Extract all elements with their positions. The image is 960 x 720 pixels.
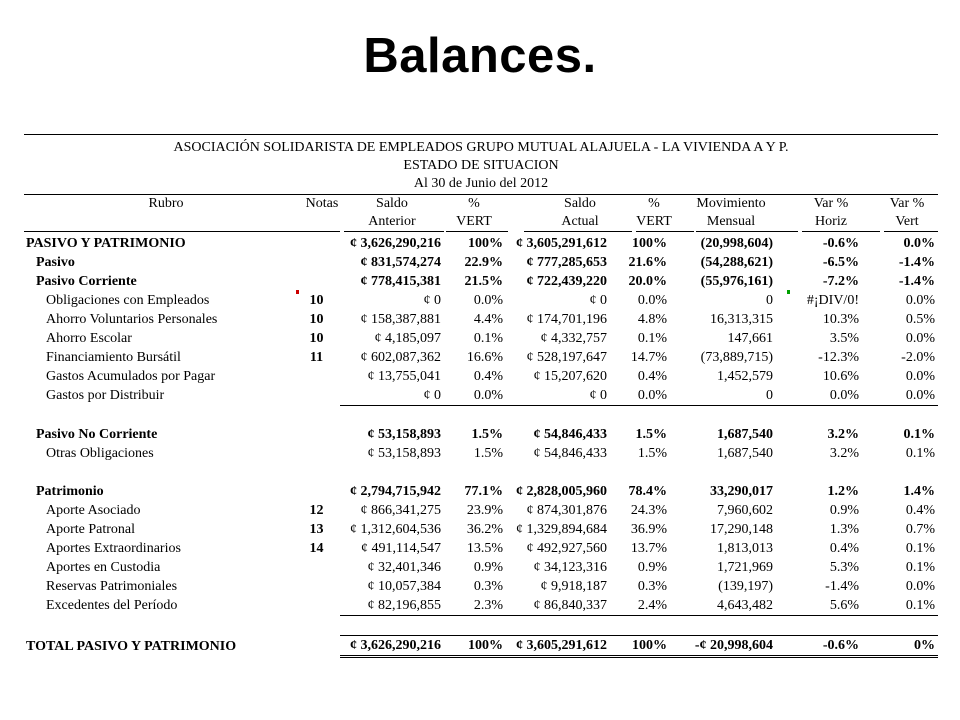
cell-varv: -1.4% [898, 274, 935, 289]
cell-vert2: 0.3% [637, 579, 667, 594]
cell-vert1: 100% [468, 236, 503, 251]
col-var-horiz: Var % Horiz [813, 196, 849, 229]
statement-date: Al 30 de Junio del 2012 [413, 176, 549, 191]
cell-varv: 0.1% [862, 596, 938, 616]
header-rule [446, 231, 508, 232]
cell-vert1: 0.1% [473, 331, 503, 346]
col-movimiento: Movimiento Mensual [696, 196, 766, 229]
cell-notas [296, 596, 340, 616]
cell-rubro: Aporte Patronal [46, 522, 136, 537]
top-rule [24, 134, 938, 135]
cell-mov: 16,313,315 [710, 312, 773, 327]
cell-vert1: 4.4% [473, 312, 503, 327]
cell-rubro: Otras Obligaciones [46, 446, 154, 461]
cell-varh: #¡DIV/0! [806, 293, 859, 308]
cell-vert2: 1.5% [637, 446, 667, 461]
header-rule [696, 231, 798, 232]
table-row [24, 386, 938, 406]
cell-saldo-act: ¢ 874,301,876 [526, 503, 607, 518]
cell-saldo-act: ¢ 9,918,187 [540, 579, 607, 594]
cell-vert1: 36.2% [466, 522, 503, 537]
cell-notas [296, 444, 340, 463]
cell-vert1: 22.9% [464, 255, 503, 270]
cell-vert2: 0.0% [610, 386, 670, 406]
cell-rubro: Ahorro Voluntarios Personales [46, 312, 218, 327]
cell-notas: 10 [309, 293, 324, 308]
cell-vert2: 20.0% [628, 274, 667, 289]
cell-vert1: 0.9% [473, 560, 503, 575]
cell-saldo-ant: ¢ 491,114,547 [361, 541, 441, 556]
cell-notas: 12 [309, 503, 324, 518]
cell-varh: 3.5% [829, 331, 859, 346]
cell-varh: 0.9% [829, 503, 859, 518]
cell-saldo-act: ¢ 54,846,433 [533, 446, 607, 461]
cell-saldo-ant: ¢ 4,185,097 [374, 331, 441, 346]
table-row [24, 367, 938, 386]
cell-varh: -0.6% [822, 236, 859, 251]
cell-vert1: 0.3% [473, 579, 503, 594]
cell-vert2: 0.9% [637, 560, 667, 575]
cell-saldo-act: ¢ 4,332,757 [540, 331, 607, 346]
cell-varv: 0.1% [905, 541, 935, 556]
slide-title: Balances. [363, 29, 597, 83]
cell-notas: 10 [309, 331, 324, 346]
header-rule [24, 231, 340, 232]
cell-varv: -1.4% [898, 255, 935, 270]
cell-notas [296, 482, 340, 501]
cell-mov: (54,288,621) [700, 255, 773, 270]
cell-varh: -0.6% [776, 636, 862, 657]
cell-notas [296, 234, 340, 253]
cell-varh: 3.2% [829, 446, 859, 461]
cell-mov: 1,452,579 [717, 369, 773, 384]
cell-mov: (139,197) [718, 579, 773, 594]
cell-saldo-act: ¢ 2,828,005,960 [516, 484, 607, 499]
cell-saldo-act: ¢ 3,605,291,612 [516, 236, 607, 251]
cell-rubro: Reservas Patrimoniales [46, 579, 178, 594]
cell-rubro: Excedentes del Período [46, 598, 178, 614]
col-saldo-actual: Saldo Actual [561, 196, 599, 229]
cell-vert2: 100% [632, 236, 667, 251]
cell-saldo-act: ¢ 15,207,620 [533, 369, 607, 384]
cell-saldo-ant: ¢ 0 [340, 386, 444, 406]
cell-vert2: 1.5% [635, 427, 667, 442]
cell-notas [296, 425, 340, 444]
table-row [24, 558, 938, 577]
cell-saldo-ant: ¢ 158,387,881 [360, 312, 441, 327]
cell-saldo-ant: ¢ 831,574,274 [360, 255, 441, 270]
cell-saldo-act: ¢ 174,701,196 [526, 312, 607, 327]
cell-varh: -1.4% [825, 579, 859, 594]
cell-mov: 33,290,017 [710, 484, 773, 499]
table-row [24, 577, 938, 596]
cell-saldo-act: ¢ 3,605,291,612 [506, 636, 610, 657]
cell-saldo-act: ¢ 0 [506, 386, 610, 406]
col-rubro: Rubro [148, 196, 184, 211]
cell-vert2: 0.4% [637, 369, 667, 384]
table-row [24, 596, 938, 616]
cell-rubro: Aportes en Custodia [46, 560, 161, 575]
red-comment-marker [296, 290, 299, 294]
cell-saldo-act: ¢ 528,197,647 [526, 350, 607, 365]
table-row [24, 253, 938, 272]
cell-vert2: 24.3% [630, 503, 667, 518]
cell-saldo-act: ¢ 34,123,316 [533, 560, 607, 575]
balance-table [24, 234, 938, 658]
cell-mov: (55,976,161) [700, 274, 773, 289]
cell-vert1: 13.5% [466, 541, 503, 556]
cell-mov: (73,889,715) [700, 350, 773, 365]
cell-rubro: Gastos Acumulados por Pagar [46, 369, 216, 384]
cell-vert1: 0.0% [444, 386, 506, 406]
cell-vert1: 21.5% [464, 274, 503, 289]
cell-rubro: Aporte Asociado [46, 503, 141, 518]
col-notas: Notas [305, 196, 339, 211]
cell-varv: 1.4% [903, 484, 935, 499]
cell-varv: 0.0% [903, 236, 935, 251]
table-row [24, 329, 938, 348]
cell-vert1: 100% [444, 636, 506, 657]
spacer-row [24, 406, 938, 426]
cell-varh: -6.5% [822, 255, 859, 270]
cell-varh: 5.6% [776, 596, 862, 616]
cell-vert2: 14.7% [630, 350, 667, 365]
statement-title: ESTADO DE SITUACION [403, 158, 559, 173]
cell-mov: 1,813,013 [717, 541, 773, 556]
cell-varv: 0.0% [862, 386, 938, 406]
cell-vert2: 0.0% [637, 293, 667, 308]
cell-vert2: 13.7% [630, 541, 667, 556]
cell-vert2: 21.6% [628, 255, 667, 270]
cell-rubro: Ahorro Escolar [46, 331, 132, 346]
table-row [24, 520, 938, 539]
cell-mov: 0 [766, 293, 773, 308]
table-row [24, 444, 938, 463]
cell-saldo-ant: ¢ 3,626,290,216 [340, 636, 444, 657]
green-error-marker [787, 290, 790, 294]
cell-vert2: 100% [610, 636, 670, 657]
cell-saldo-ant: ¢ 0 [423, 293, 441, 308]
cell-varh: 10.6% [822, 369, 859, 384]
cell-varh: 0.4% [829, 541, 859, 556]
org-name: ASOCIACIÓN SOLIDARISTA DE EMPLEADOS GRUPO MUTUAL ALAJUELA - LA VIVIENDA A Y P. [173, 140, 789, 155]
cell-rubro: PASIVO Y PATRIMONIO [26, 236, 186, 251]
col-vert-anterior: % VERT [456, 196, 492, 229]
cell-rubro: Pasivo No Corriente [36, 427, 158, 442]
cell-notas [296, 636, 340, 657]
total-row [24, 636, 938, 657]
cell-saldo-ant: ¢ 1,312,604,536 [350, 522, 441, 537]
cell-varv: 0.1% [903, 427, 935, 442]
cell-varv: -2.0% [901, 350, 935, 365]
cell-varv: 0.1% [905, 446, 935, 461]
cell-rubro: Obligaciones con Empleados [46, 293, 210, 308]
cell-varv: 0.0% [905, 331, 935, 346]
cell-varh: 0.0% [776, 386, 862, 406]
table-row [24, 501, 938, 520]
cell-rubro: Aportes Extraordinarios [46, 541, 181, 556]
cell-saldo-act: ¢ 492,927,560 [526, 541, 607, 556]
spacer-row [24, 616, 938, 636]
cell-saldo-ant: ¢ 10,057,384 [367, 579, 441, 594]
cell-mov: 1,687,540 [717, 427, 773, 442]
cell-mov: 147,661 [727, 331, 773, 346]
cell-varh: -12.3% [818, 350, 859, 365]
header-rule [524, 231, 632, 232]
cell-vert1: 0.0% [473, 293, 503, 308]
cell-varh: -7.2% [822, 274, 859, 289]
cell-mov: 1,687,540 [717, 446, 773, 461]
cell-mov: 0 [670, 386, 776, 406]
table-row [24, 272, 938, 291]
header-rule [636, 231, 694, 232]
cell-saldo-ant: ¢ 778,415,381 [360, 274, 441, 289]
cell-vert1: 23.9% [466, 503, 503, 518]
col-var-vert: Var % Vert [889, 196, 925, 229]
cell-saldo-ant: ¢ 866,341,275 [360, 503, 441, 518]
cell-varh: 3.2% [827, 427, 859, 442]
cell-vert2: 2.4% [610, 596, 670, 616]
cell-notas [296, 577, 340, 596]
cell-saldo-ant: ¢ 13,755,041 [367, 369, 441, 384]
cell-varv: 0.4% [905, 503, 935, 518]
cell-varh: 1.3% [829, 522, 859, 537]
cell-saldo-ant: ¢ 53,158,893 [367, 446, 441, 461]
cell-notas: 11 [309, 350, 324, 365]
cell-saldo-act: ¢ 722,439,220 [526, 274, 607, 289]
cell-varh: 5.3% [829, 560, 859, 575]
cell-rubro: TOTAL PASIVO Y PATRIMONIO [26, 638, 237, 654]
table-row [24, 291, 938, 310]
cell-notas: 14 [309, 541, 324, 556]
cell-mov: (20,998,604) [700, 236, 773, 251]
cell-varh: 1.2% [827, 484, 859, 499]
cell-saldo-ant: ¢ 32,401,346 [367, 560, 441, 575]
cell-saldo-act: ¢ 86,840,337 [506, 596, 610, 616]
cell-varv: 0% [862, 636, 938, 657]
cell-rubro: Patrimonio [36, 484, 104, 499]
cell-varv: 0.0% [905, 369, 935, 384]
cell-saldo-ant: ¢ 2,794,715,942 [350, 484, 441, 499]
cell-rubro: Gastos por Distribuir [46, 388, 165, 404]
cell-vert1: 77.1% [464, 484, 503, 499]
cell-saldo-act: ¢ 54,846,433 [533, 427, 607, 442]
col-vert-actual: % VERT [636, 196, 672, 229]
cell-notas: 10 [309, 312, 324, 327]
cell-vert2: 36.9% [630, 522, 667, 537]
cell-notas [296, 367, 340, 386]
cell-notas [296, 272, 340, 291]
cell-varv: 0.0% [905, 579, 935, 594]
cell-notas [296, 386, 340, 406]
cell-mov: 7,960,602 [717, 503, 773, 518]
cell-notas: 13 [309, 522, 324, 537]
cell-mov: -¢ 20,998,604 [670, 636, 776, 657]
cell-varv: 0.7% [905, 522, 935, 537]
cell-notas [296, 558, 340, 577]
cell-saldo-act: ¢ 777,285,653 [526, 255, 607, 270]
table-row [24, 425, 938, 444]
cell-vert2: 78.4% [628, 484, 667, 499]
cell-vert2: 0.1% [637, 331, 667, 346]
col-saldo-anterior: Saldo Anterior [368, 196, 416, 229]
table-row [24, 348, 938, 367]
cell-rubro: Pasivo [36, 255, 75, 270]
cell-varv: 0.1% [905, 560, 935, 575]
cell-varh: 10.3% [822, 312, 859, 327]
cell-saldo-ant: ¢ 3,626,290,216 [350, 236, 441, 251]
column-headers [24, 195, 938, 231]
cell-mov: 4,643,482 [670, 596, 776, 616]
cell-saldo-act: ¢ 0 [589, 293, 607, 308]
cell-rubro: Financiamiento Bursátil [46, 350, 181, 365]
cell-saldo-act: ¢ 1,329,894,684 [516, 522, 607, 537]
header-rule [344, 231, 444, 232]
cell-vert1: 16.6% [466, 350, 503, 365]
cell-notas [296, 253, 340, 272]
cell-mov: 17,290,148 [710, 522, 773, 537]
cell-vert1: 0.4% [473, 369, 503, 384]
table-row [24, 310, 938, 329]
cell-mov: 1,721,969 [717, 560, 773, 575]
header-rule [802, 231, 880, 232]
cell-vert1: 1.5% [473, 446, 503, 461]
cell-vert1: 1.5% [471, 427, 503, 442]
cell-saldo-ant: ¢ 53,158,893 [367, 427, 441, 442]
header-rule [884, 231, 938, 232]
cell-saldo-ant: ¢ 602,087,362 [360, 350, 441, 365]
cell-vert1: 2.3% [444, 596, 506, 616]
table-row [24, 482, 938, 501]
cell-varv: 0.0% [905, 293, 935, 308]
spacer-row [24, 463, 938, 482]
cell-saldo-ant: ¢ 82,196,855 [340, 596, 444, 616]
table-row [24, 234, 938, 253]
cell-vert2: 4.8% [637, 312, 667, 327]
table-row [24, 539, 938, 558]
cell-rubro: Pasivo Corriente [36, 274, 137, 289]
cell-varv: 0.5% [905, 312, 935, 327]
